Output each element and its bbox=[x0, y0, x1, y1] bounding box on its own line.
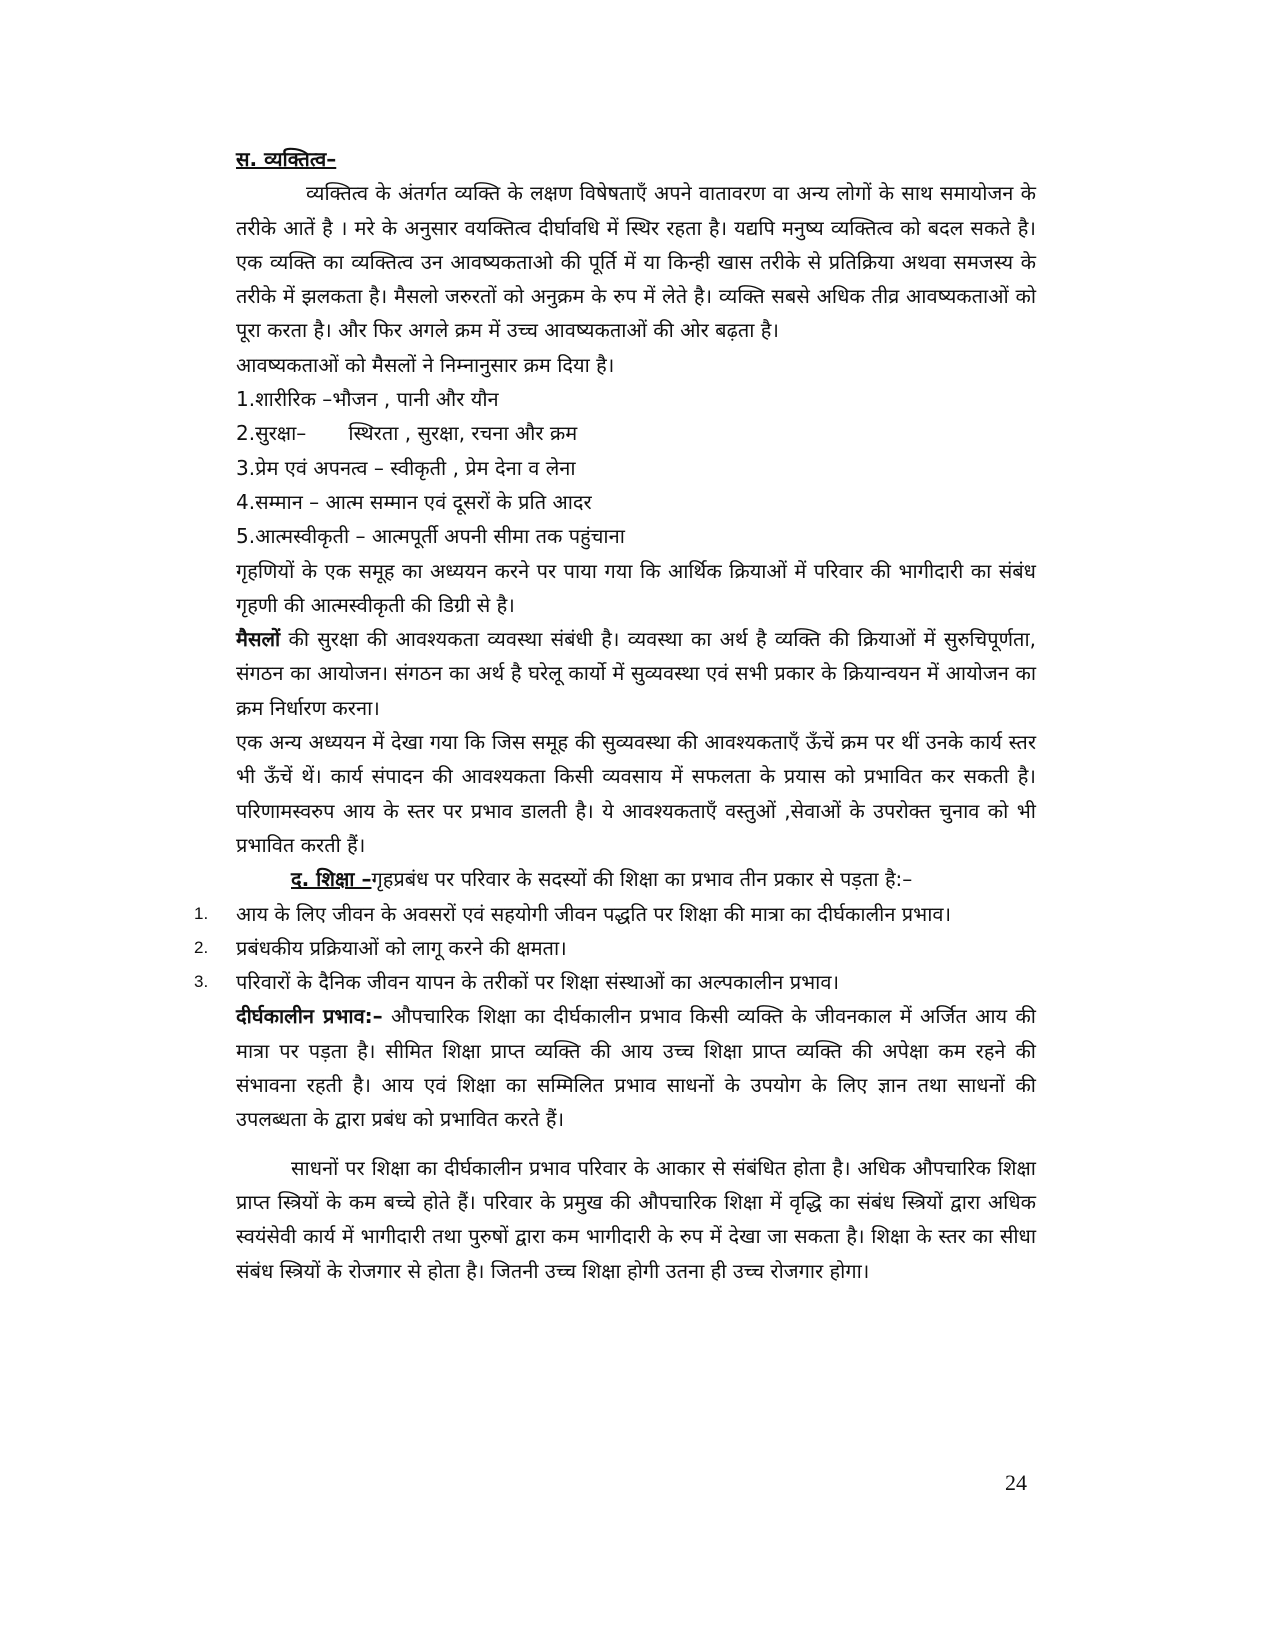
page-content bbox=[194, 142, 1036, 1288]
paragraph-longterm-effect bbox=[236, 999, 1036, 1136]
paragraph-needs-order: आवष्यकताओं को मैसलों ने निम्नानुसार क्रम दिया है। bbox=[236, 352, 615, 377]
need-text: स्थिरता , सुरक्षा, रचना और क्रम bbox=[348, 421, 578, 446]
item-text: परिवारों के दैनिक जीवन यापन के तरीकों पर शिक्षा संस्थाओं का अल्पकालीन प्रभाव। bbox=[236, 970, 840, 995]
need-label: 3.प्रेम एवं अपनत्व bbox=[236, 455, 368, 480]
needs-list-item bbox=[236, 519, 1036, 553]
need-text: स्वीकृती , प्रेम देना व लेना bbox=[390, 455, 576, 480]
longterm-text: औपचारिक शिक्षा का दीर्घकालीन प्रभाव किसी व्यक्ति के जीवनकाल में अर्जित आय की मात्रा पर पड़ता है। सीमित शिक्षा प्राप्त व्यक्ति की आय उच्च शिक्षा प्राप्त व्यक्ति की अपेक्षा कम रहने की संभावना रहती है। आय एवं शिक्षा का सम्मिलित प्रभाव साधनों के उपयोग के लिए ज्ञान तथा साधनों की उपलब्धता के द्वारा प्रबंध को प्रभावित करते हैं। bbox=[236, 1004, 1036, 1132]
need-text: आत्मपूर्ती अपनी सीमा तक पहुंचाना bbox=[371, 524, 625, 549]
need-label: 2.सुरक्षा– bbox=[236, 421, 307, 446]
need-label: 4.सम्मान bbox=[236, 489, 303, 514]
paragraph-housewives-study: गृहणियों के एक समूह का अध्ययन करने पर पाया गया कि आर्थिक क्रियाओं में परिवार की भागीदारी का संबंध गृहणी की आत्मस्वीकृती की डिग्री से है। bbox=[236, 558, 1036, 617]
needs-list bbox=[236, 382, 1036, 553]
section-heading-education: द. शिक्षा – bbox=[291, 867, 372, 892]
needs-list-item bbox=[236, 416, 1036, 450]
item-number: 2. bbox=[194, 937, 209, 957]
education-effects-item bbox=[194, 965, 1036, 999]
education-effects-item bbox=[194, 931, 1036, 965]
item-number: 3. bbox=[194, 972, 209, 992]
paragraph-personality-intro: व्यक्तित्व के अंतर्गत व्यक्ति के लक्षण विषेषताएँ अपने वातावरण वा अन्य लोगों के साथ समायोजन के तरीके आतें है । मरे के अनुसार वयक्तित्व दीर्घावधि में स्थिर रहता है। यद्यपि मनुष्य व्यक्तित्व को बदल सकते है। एक व्यक्ति का व्यक्तित्व उन आवष्यकताओ की पूर्ति में या किन्ही खास तरीके से प्रतिक्रिया अथवा समजस्य के तरीके में झलकता है। मैसलो जरुरतों को अनुक्रम के रुप में लेते है। व्यक्ति सबसे अधिक तीव्र आवष्यकताओं को पूरा करता है। और फिर अगले क्रम में उच्च आवष्यकताओं की ओर बढ़ता है। bbox=[236, 181, 1036, 343]
education-effects-list bbox=[194, 897, 1036, 1000]
needs-list-item bbox=[236, 451, 1036, 485]
education-effects-item bbox=[194, 897, 1036, 931]
need-separator: – bbox=[315, 387, 333, 412]
need-separator: – bbox=[349, 524, 372, 549]
section-heading-personality: स. व्यक्तित्व– bbox=[236, 147, 337, 171]
need-label: 1.शारीरिक bbox=[236, 387, 316, 412]
need-separator: – bbox=[302, 489, 326, 514]
need-text: भौजन , पानी और यौन bbox=[332, 387, 499, 412]
longterm-bold-term: दीर्घकालीन प्रभाव:– bbox=[236, 1004, 383, 1029]
item-text: प्रबंधकीय प्रक्रियाओं को लागू करने की क्षमता। bbox=[236, 935, 567, 960]
needs-list-item bbox=[236, 382, 1036, 416]
paragraph-maslow-security bbox=[236, 622, 1036, 725]
education-intro-text: गृहप्रबंध पर परिवार के सदस्यों की शिक्षा का प्रभाव तीन प्रकार से पड़ता है:– bbox=[371, 867, 913, 892]
needs-list-item bbox=[236, 485, 1036, 519]
item-number: 1. bbox=[194, 903, 209, 923]
need-separator: – bbox=[367, 455, 391, 480]
maslow-security-text: की सुरक्षा की आवश्यकता व्यवस्था संबंधी है। व्यवस्था का अर्थ है व्यक्ति की क्रियाओं में सुरुचिपूर्णता, संगठन का आयोजन। संगठन का अर्थ है घरेलू कार्यो में सुव्यवस्था एवं सभी प्रकार के क्रियान्वयन में आयोजन का क्रम निर्धारण करना। bbox=[236, 627, 1036, 720]
paragraph-another-study: एक अन्य अध्ययन में देखा गया कि जिस समूह की सुव्यवस्था की आवश्यकताएँ ऊँचें क्रम पर थीं उनके कार्य स्तर भी ऊँचें थें। कार्य संपादन की आवश्यकता किसी व्यवसाय में सफलता के प्रयास को प्रभावित कर सकती है।परिणामस्वरुप आय के स्तर पर प्रभाव डालती है। ये आवश्यकताएँ वस्तुओं ,सेवाओं के उपरोक्त चुनाव को भी प्रभावित करती हैं। bbox=[236, 730, 1036, 857]
maslow-bold-term: मैसलों bbox=[236, 627, 281, 652]
paragraph-education-intro bbox=[236, 862, 1036, 896]
paragraph-resources-effect: साधनों पर शिक्षा का दीर्घकालीन प्रभाव परिवार के आकार से संबंधित होता है। अधिक औपचारिक शिक्षा प्राप्त स्त्रियों के कम बच्चे होते हैं। परिवार के प्रमुख की औपचारिक शिक्षा में वृद्धि का संबंध स्त्रियों द्वारा अधिक स्वयंसेवी कार्य में भागीदारी तथा पुरुषों द्वारा कम भागीदारी के रुप में देखा जा सकता है। शिक्षा के स्तर का सीधा संबंध स्त्रियों के रोजगार से होता है। जितनी उच्च शिक्षा होगी उतना ही उच्च रोजगार होगा। bbox=[236, 1155, 1036, 1283]
item-text: आय के लिए जीवन के अवसरों एवं सहयोगी जीवन पद्धति पर शिक्षा की मात्रा का दीर्घकालीन प्रभाव। bbox=[236, 901, 952, 926]
need-label: 5.आत्मस्वीकृती bbox=[236, 524, 350, 549]
page-number: 24 bbox=[1005, 1470, 1027, 1495]
need-text: आत्म सम्मान एवं दूसरों के प्रति आदर bbox=[325, 489, 592, 514]
